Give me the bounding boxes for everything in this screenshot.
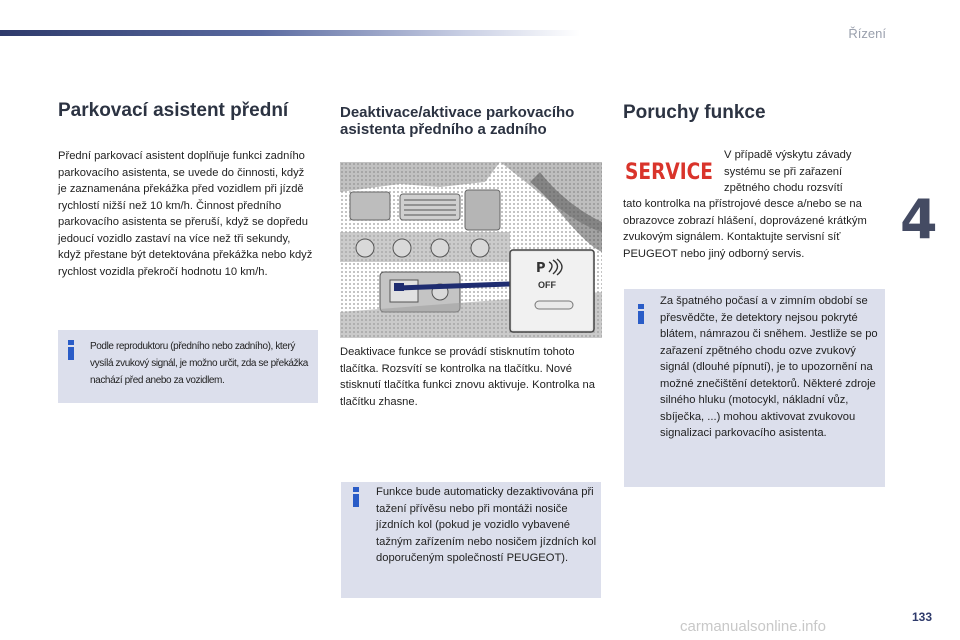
section-title-front-parking: Parkovací asistent přední (58, 100, 289, 121)
info-box-towing (341, 482, 601, 598)
off-button-label: OFF (538, 280, 556, 290)
section-title-faults: Poruchy funkce (623, 102, 766, 123)
info-text-detectors: Za špatného počasí a v zimním období se přesvědčte, že detektory nejsou pokryté blátem, námrazou či sněhem. Jestliže se po zařazení zpětného chodu ozve zvukový signál (dlouhé pípnutí), je to upozornění na možné znečištění detektorů. Některé zdroje silného hluku (motocykl, nákladní vůz, sbíječka, ...) mohou aktivovat zvukovou signalizaci parkovacího asistenta. (660, 295, 878, 439)
info-text-towing: Funkce bude automaticky dezaktivována při tažení přívěsu nebo při montáži nosiče jízdních kol (pokud je vozidlo vybavené tažným zařízením nebo nosičem jízdních kol doporučeným společností PEUGEOT). (376, 486, 597, 564)
info-icon (636, 304, 646, 324)
service-warning-icon (623, 155, 715, 185)
chapter-number: 4 (900, 188, 938, 251)
faults-paragraph-intro: V případě výskytu závady systému se při zařazení zpětného chodu rozsvítí (724, 149, 852, 194)
faults-paragraph: tato kontrolka na přístrojové desce a/nebo se na obrazovce zobrazí hlášení, doprovázené krátkým zvukovým signálem. Kontaktujte servisní síť PEUGEOT nebo jiný odborný servis. (623, 198, 867, 260)
info-icon (351, 487, 361, 507)
info-icon (66, 340, 76, 360)
deactivation-paragraph: Deaktivace funkce se provádí stisknutím tohoto tlačítka. Rozsvítí se kontrolka na tlačítku. Nové stisknutí tlačítka funkci znovu aktivuje. Kontrolka na tlačítku zhasne. (340, 346, 595, 408)
section-title-deactivation: Deaktivace/aktivace parkovacího asistenta předního a zadního (340, 104, 575, 138)
dashboard-photo (340, 162, 602, 338)
section-label: Řízení (848, 26, 886, 41)
info-box-speaker (58, 330, 318, 403)
page-number: 133 (912, 610, 933, 624)
front-parking-paragraph: Přední parkovací asistent doplňuje funkci zadního parkovacího asistenta, se uvede do činnosti, když je zaznamenána překážka před vozidlem při jízdě rychlostí nižší než 10 km/h. Činnost předního parkovacího asistenta se přeruší, když se dopředu jedoucí vozidlo zastaví na více než tři sekundy, když přestane být detektována překážka nebo když rychlost vozidla překročí hodnotu 10 km/h. (58, 150, 313, 278)
svg-text:P: P (536, 261, 546, 276)
header-bar (0, 30, 580, 36)
watermark: carmanualsonline.info (680, 618, 826, 635)
info-text-speaker: Podle reproduktoru (předního nebo zadního), který vysílá zvukový signál, je možno určit, zda se překážka nachází před anebo za vozidlem. (90, 341, 308, 386)
service-label: SERVICE (625, 160, 713, 185)
info-box-detectors (624, 289, 885, 487)
